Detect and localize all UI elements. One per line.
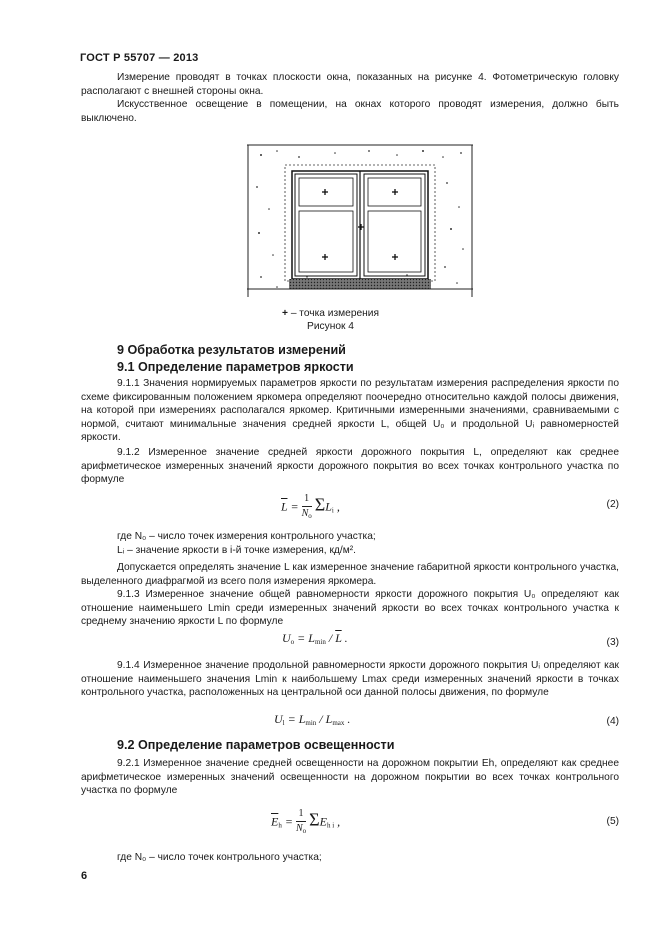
legend-symbol: +	[282, 308, 288, 319]
formula-5	[81, 801, 619, 841]
paragraph-911: 9.1.1 Значения нормируемых параметров яркости по результатам измерения распределения яркости по схеме фиксированным положением яркомера определяют поочередно относительно каждой полосы движения, на которой при измерениях располагался яркомер. Критичными измеренными значениями, сравниваемыми с нормой, считают минимальные значения средней яркости L, общей U₀ и продольной Uᵢ равномерностей яркости.	[81, 378, 619, 444]
where-n0-points: где N₀ – число точек контрольного участка;	[117, 852, 322, 863]
formula-5-body: $\overline{E}_h$ = $\frac{1}{N_o}$ $\Sigma E_{h i}$ ,	[271, 808, 341, 835]
page-number: 6	[81, 870, 88, 882]
standard-year: — 2013	[158, 52, 199, 64]
window-figure	[247, 137, 473, 307]
section-92-title: 9.2 Определение параметров освещенности	[117, 738, 395, 752]
equation-4-number: (4)	[606, 716, 619, 727]
paragraph-913: 9.1.3 Измеренное значение общей равномерности яркости дорожного покрытия U₀ определяют как отношение наименьшего Lmin среди измеренных значений яркости во всех точках контрольного участка к среднему значению яркости L по формуле	[81, 589, 619, 628]
formula-3	[81, 630, 619, 652]
figure-caption: Рисунок 4	[307, 321, 354, 332]
standard-number: ГОСТ Р 55707	[80, 52, 156, 64]
equation-3-number: (3)	[606, 637, 619, 648]
figure-legend	[0, 307, 661, 321]
intro-paragraph-1: Измерение проводят в точках плоскости окна, показанных на рисунке 4. Фотометрическую головку располагают с внешней стороны окна.	[81, 72, 619, 97]
formula-2-body: $\overline{L}$ = $\frac{1}{N_o}$ $\Sigma L_i$ ,	[281, 493, 340, 520]
paragraph-912: 9.1.2 Измеренное значение средней яркости дорожного покрытия L, определяют как среднее арифметическое измеренных значений яркости дорожного покрытия во всех точках контрольного участка по формуле	[81, 447, 619, 486]
equation-2-number: (2)	[606, 499, 619, 510]
section-9-title: 9 Обработка результатов измерений	[117, 343, 346, 357]
legend-text: – точка измерения	[290, 308, 379, 319]
formula-4-body: $U_l = L_{min} / L_{max}$ .	[274, 712, 351, 727]
paragraph-914: 9.1.4 Измеренное значение продольной равномерности яркости дорожного покрытия Uᵢ определяют как отношение наименьшего значения Lmin к наибольшему Lmax среди измеренных значений яркости в точках контрольного участка, расположенных на центральной оси данной полосы движения, по формуле	[81, 660, 619, 699]
formula-4	[81, 711, 619, 733]
equation-5-number: (5)	[606, 816, 619, 827]
where-n0: где N₀ – число точек измерения контрольного участка;	[117, 531, 376, 542]
formula-2	[81, 484, 619, 524]
intro-paragraph-2: Искусственное освещение в помещении, на окнах которого проводят измерения, должно быть выключено.	[81, 99, 619, 124]
paragraph-921: 9.2.1 Измеренное значение средней освещенности на дорожном покрытии Eh, определяют как среднее арифметическое измеренных значений освещенности на дорожном покрытии во всех точках контрольного участка по формуле	[81, 758, 619, 797]
formula-3-body: $U_o = L_{min} / \overline{L}$ .	[282, 631, 348, 646]
allowance-paragraph: Допускается определять значение L как измеренное значение габаритной яркости контрольного участка, выделенного диафрагмой из всего поля измерения яркомера.	[81, 562, 619, 587]
document-header	[80, 52, 198, 66]
window-drawing	[247, 137, 473, 307]
where-li: Lᵢ – значение яркости в i-й точке измерения, кд/м².	[117, 545, 356, 556]
section-91-title: 9.1 Определение параметров яркости	[117, 360, 354, 374]
